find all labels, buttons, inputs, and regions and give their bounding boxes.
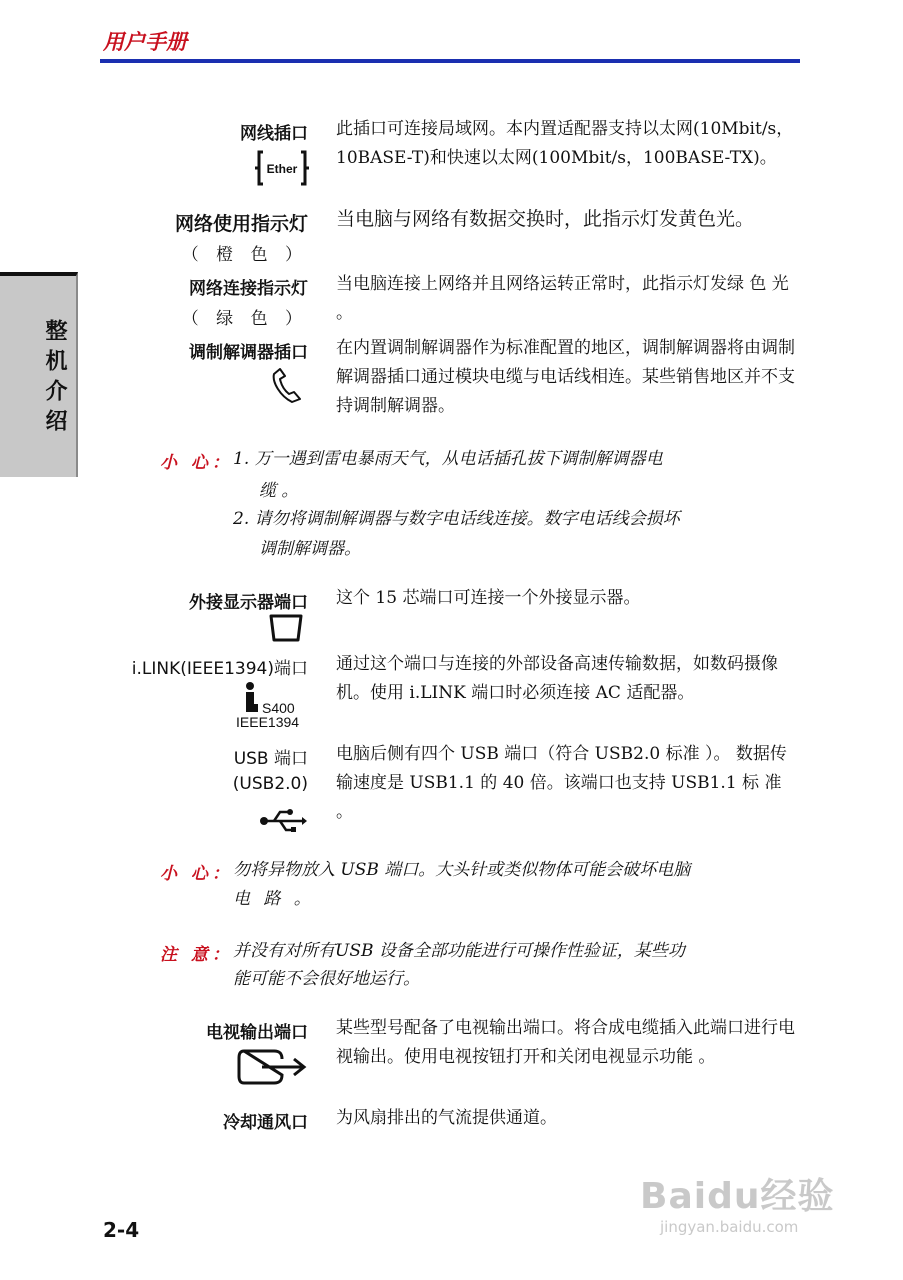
desc-lan-port: 此插口可连接局域网。本内置适配器支持以太网(10Mbit/s，10BASE-T)和快速以太网(100Mbit/s，100BASE-TX)。 [336,119,794,168]
ilink-icon [232,680,312,730]
watermark-main-text: Baidu经验 [640,1176,835,1217]
desc-cooling-vents: 为风扇排出的气流提供通道。 [336,1108,557,1128]
caution-text-1-line3: 2. 请勿将调制解调器与数字电话线连接。数字电话线会损坏 [233,509,680,529]
note-label: 注 意： [160,945,233,965]
desc-modem-jack: 在内置调制解调器作为标准配置的地区，调制解调器将由调制解调器插口通过模块电缆与电话线相连。某些销售地区并不支持调制解调器。 [336,338,795,416]
term-lan-port: 网线插口 [240,124,308,144]
caution-label-2: 小 心： [160,864,233,884]
monitor-port-icon [267,613,305,643]
caution-text-1-line4: 调制解调器。 [259,539,361,559]
note-text-line2: 能可能不会很好地运行。 [233,969,420,989]
ilink-icon-standard: IEEE1394 [236,714,300,730]
term-network-link-led: 网络连接指示灯 [189,279,308,299]
term-modem-jack: 调制解调器插口 [189,343,308,363]
desc-usb-port: 电脑后侧有四个 USB 端口（符合 USB2.0 标准 ）。 数据传输速度是 USB1.1 的 40 倍。该端口也支持 USB1.1 标 准 。 [336,744,787,822]
tv-out-icon [236,1046,308,1088]
ethernet-icon [255,148,309,188]
term-network-activity-led: 网络使用指示灯 [174,213,308,235]
ilink-icon-speed: S400 [262,700,295,716]
caution-text-2-line2: 电 路 。 [233,889,315,909]
caution-text-2-line1: 勿将异物放入 USB 端口。大头针或类似物体可能会破坏电脑 [233,860,691,880]
caution-text-1-line1: 1. 万一遇到雷电暴雨天气，从电话插孔拔下调制解调器电 [233,449,663,469]
header-title: 用户手册 [103,30,187,54]
desc-network-link-led: 当电脑连接上网络并且网络运转正常时，此指示灯发绿 色 光 。 [336,274,789,323]
caution-label-1: 小 心： [160,453,233,473]
telephone-icon [270,366,306,406]
caution-text-1-line2: 缆 。 [259,481,299,501]
desc-external-monitor-port: 这个 15 芯端口可连接一个外接显示器。 [336,588,641,608]
term-network-activity-led-color: （ 橙 色 ） [181,245,308,265]
term-ilink-port: i.LINK(IEEE1394)端口 [131,659,308,679]
usb-icon [258,806,308,834]
desc-ilink-port: 通过这个端口与连接的外部设备高速传输数据，如数码摄像机。使用 i.LINK 端口时必须连接 AC 适配器。 [336,654,778,703]
desc-tv-out-port: 某些型号配备了电视输出端口。将合成电缆插入此端口进行电视输出。使用电视按钮打开和关闭电视显示功能 。 [336,1018,795,1067]
desc-network-activity-led: 当电脑与网络有数据交换时，此指示灯发黄色光。 [336,208,755,230]
ethernet-icon-text: Ether [266,162,298,176]
term-usb-port: USB 端口 [233,749,308,769]
chapter-side-tab-label: 整机介绍 [42,319,67,439]
term-cooling-vents: 冷却通风口 [223,1113,308,1133]
term-network-link-led-color: （ 绿 色 ） [181,309,308,329]
header-rule [100,59,800,63]
chapter-side-tab [0,272,78,477]
term-usb-standard: (USB2.0) [232,774,308,794]
term-external-monitor-port: 外接显示器端口 [189,593,308,613]
baidu-watermark [640,1150,860,1250]
watermark-url: jingyan.baidu.com [660,1218,799,1236]
page-number: 2-4 [103,1218,140,1242]
note-text-line1: 并没有对所有USB 设备全部功能进行可操作性验证，某些功 [233,941,685,961]
term-tv-out-port: 电视输出端口 [206,1023,308,1043]
